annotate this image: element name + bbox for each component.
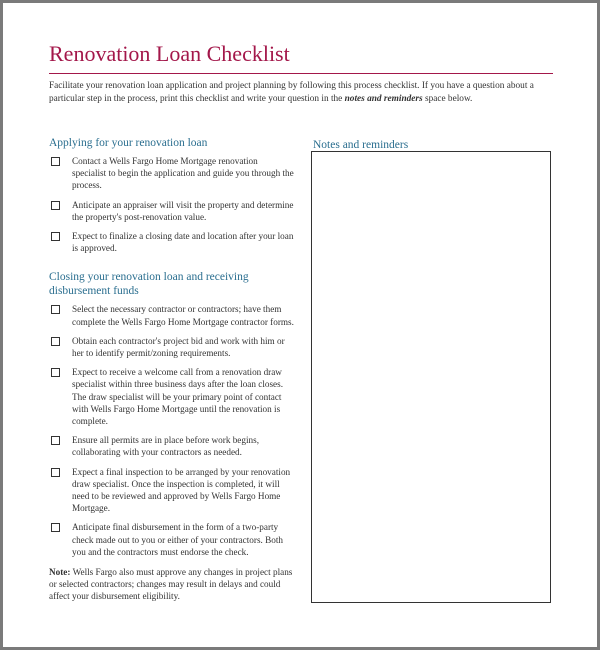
page-title: Renovation Loan Checklist [49,41,290,66]
checkbox[interactable] [51,468,60,477]
checklist-item [49,466,295,515]
checklist-item-text: Expect to receive a welcome call from a renovation draw specialist within three business days after the loan closes. The draw specialist will be your primary point of contact with Wells Fargo Home Mortgage until the renovation is complete. [72,367,284,427]
checklist-item-text: Expect a final inspection to be arranged by your renovation draw specialist. Once the inspection is completed, it will need to be reviewed and approved by Wells Fargo Home Mortgage. [72,466,291,514]
checklist-item-text: Contact a Wells Fargo Home Mortgage renovation specialist to begin the application and guide you through the process. [72,156,294,191]
intro-text-end: space below. [422,94,473,104]
checklist-item-text: Anticipate final disbursement in the form of a two-party check made out to you or either of your contractors. Both you and the contractors must endorse the check. [72,522,283,557]
checklist-item [49,366,295,427]
checkbox[interactable] [51,337,60,346]
checkbox[interactable] [51,523,60,532]
checkbox[interactable] [51,436,60,445]
checklist-page [3,3,597,647]
intro-emphasis: notes and reminders [344,94,423,104]
note-paragraph [49,566,293,603]
checklist-item-text: Ensure all permits are in place before work begins, collaborating with your contractors as needed. [72,435,259,458]
notes-heading: Notes and reminders [313,139,409,151]
checklist-item [49,434,295,458]
checklist-item-text: Anticipate an appraiser will visit the property and determine the property's post-renovation value. [72,199,294,222]
checklist-item [49,230,295,254]
title-divider [49,73,553,74]
checkbox[interactable] [51,157,60,166]
section-heading-applying: Applying for your renovation loan [49,137,208,149]
note-text: Wells Fargo also must approve any changes in project plans or selected contractors; changes may result in delays and could affect your disbursement eligibility. [49,567,293,602]
notes-box[interactable] [311,151,551,603]
checklist-item [49,521,295,558]
checkbox[interactable] [51,368,60,377]
checkbox[interactable] [51,305,60,314]
checklist-item-text: Obtain each contractor's project bid and work with him or her to identify permit/zoning requirements. [72,335,285,359]
intro-paragraph [49,80,555,106]
checklist-item [49,199,295,223]
checkbox[interactable] [51,201,60,210]
checklist-item [49,303,295,327]
checklist-item-text: Expect to finalize a closing date and location after your loan is approved. [72,231,294,254]
intro-text-start: Facilitate your renovation loan application and project planning by following this process checklist. If you have a question about a particular step in the process, print this checklist and write your question in the [49,81,534,104]
checkbox[interactable] [51,232,60,241]
checklist-column [49,136,295,603]
checklist-item-text: Select the necessary contractor or contractors; have them complete the Wells Fargo Home Mortgage contractor forms. [72,304,294,327]
note-label: Note: [49,567,71,578]
checklist-item [49,335,295,359]
checklist-item [49,155,295,192]
section-heading-closing: Closing your renovation loan and receiving disbursement funds [49,271,249,298]
